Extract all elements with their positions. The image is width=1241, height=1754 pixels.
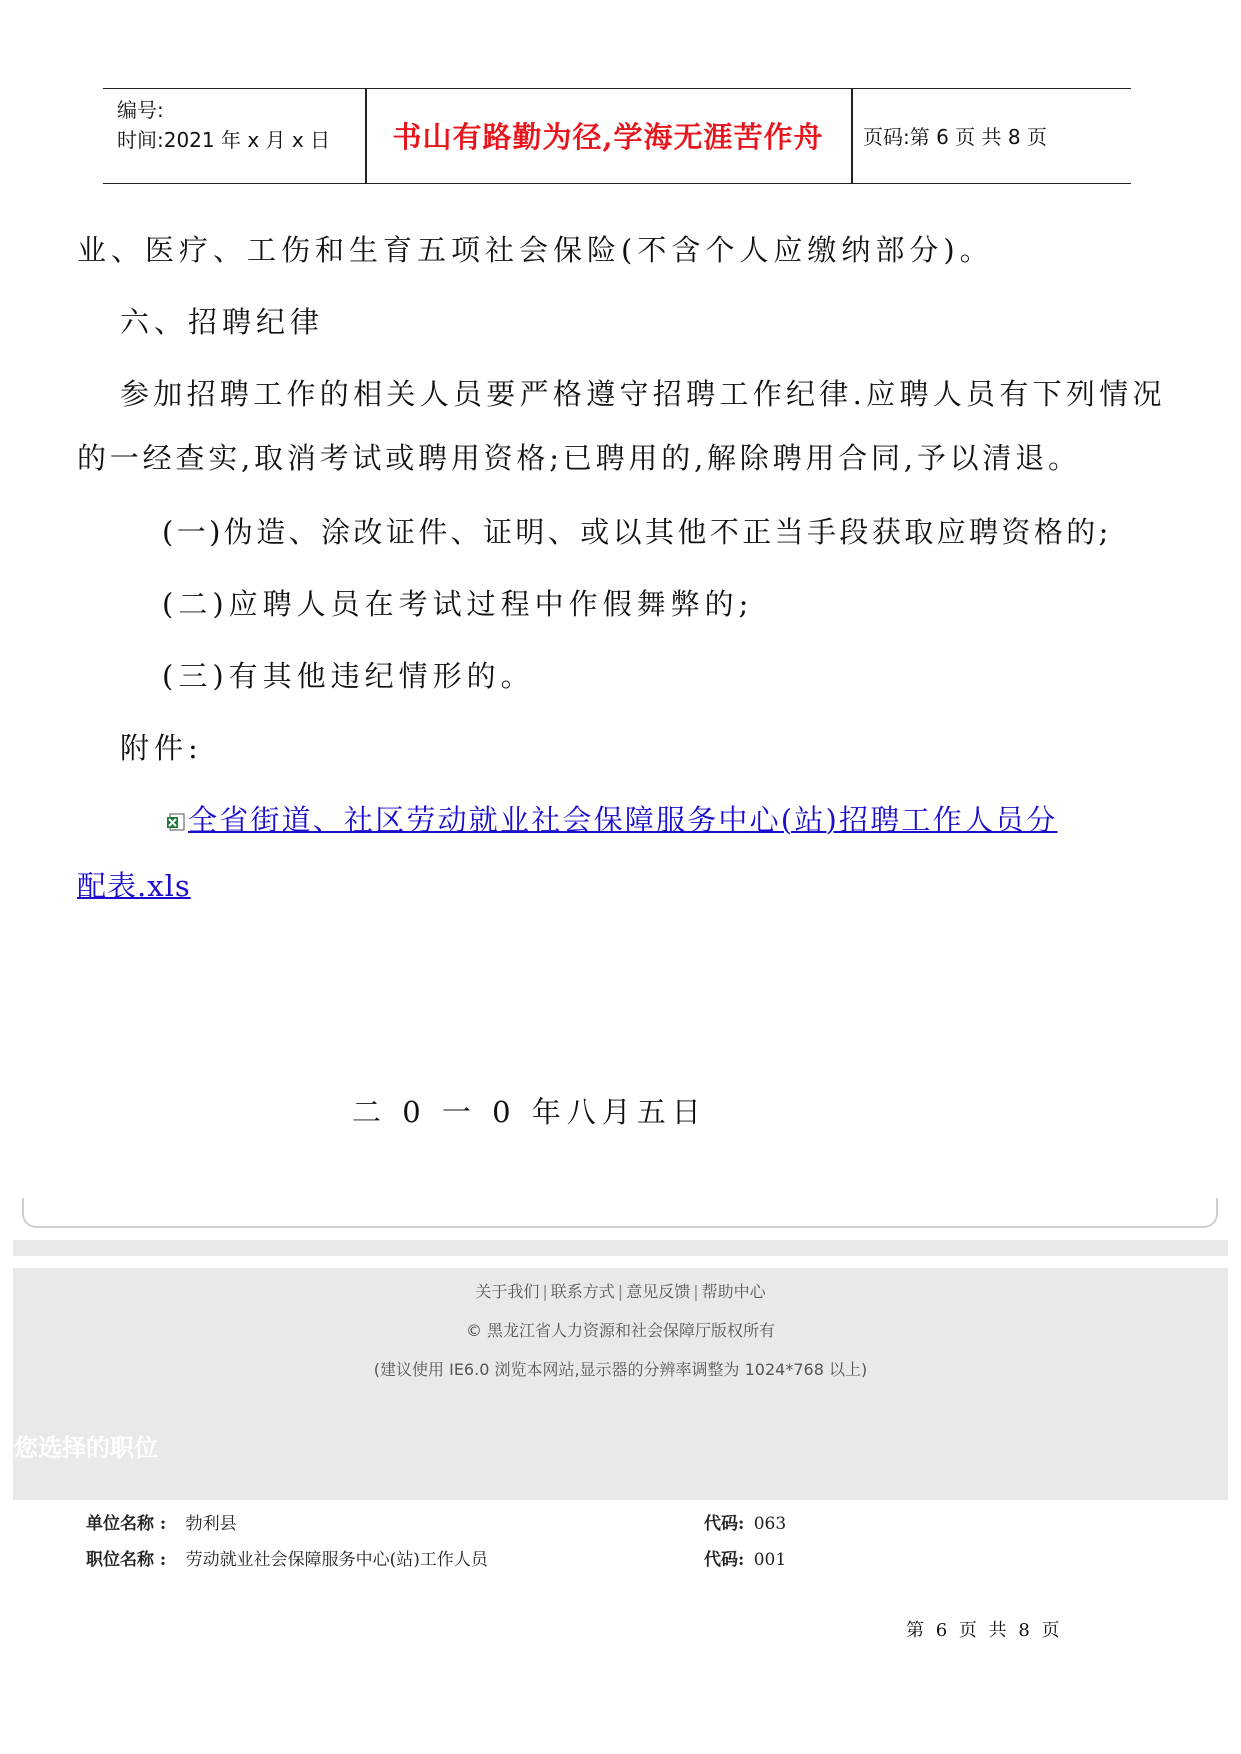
paragraph-line: 参加招聘工作的相关人员要严格遵守招聘工作纪律.应聘人员有下列情况 [120, 377, 1166, 411]
job-value: 劳动就业社会保障服务中心(站)工作人员 [185, 1550, 488, 1570]
footer-notice: (建议使用 IE6.0 浏览本网站,显示器的分辨率调整为 1024*768 以上) [373, 1360, 868, 1379]
attachment-link-continued[interactable]: 配表.xls [77, 869, 191, 903]
footer-link-contact[interactable]: 联系方式 [550, 1282, 615, 1301]
content-frame-bottom [22, 1198, 1218, 1228]
footer-links [13, 1279, 1228, 1302]
job-label: 职位名称 : [86, 1550, 167, 1570]
list-item: (二)应聘人员在考试过程中作假舞弊的; [162, 587, 754, 621]
attachment-row [166, 798, 1057, 839]
footer-link-feedback[interactable]: 意见反馈 [626, 1282, 691, 1301]
list-item: (三)有其他违纪情形的。 [162, 659, 535, 693]
footer-link-about[interactable]: 关于我们 [475, 1282, 540, 1301]
header-meta [117, 95, 330, 155]
footer-separator: | [542, 1282, 548, 1301]
footer-panel [13, 1268, 1228, 1500]
footer-copyright: © 黑龙江省人力资源和社会保障厅版权所有 [465, 1321, 776, 1340]
unit-row [86, 1509, 237, 1534]
selected-position-title: 您选择的职位 [14, 1434, 158, 1462]
unit-code-label: 代码: [704, 1514, 745, 1534]
header-motto: 书山有路勤为径,学海无涯苦作舟 [392, 120, 824, 154]
attachment-link[interactable]: 全省街道、社区劳动就业社会保障服务中心(站)招聘工作人员分 [188, 803, 1058, 837]
job-code-value: 001 [753, 1550, 787, 1570]
job-row [86, 1545, 488, 1570]
time-label: 时间:2021 年 x 月 x 日 [117, 128, 331, 152]
header-divider [851, 89, 853, 183]
body-line: 业、医疗、工伤和生育五项社会保险(不含个人应缴纳部分)。 [77, 233, 994, 267]
header-page-label: 页码:第 6 页 共 8 页 [863, 125, 1047, 149]
unit-value: 勃利县 [185, 1514, 237, 1534]
attachment-label: 附件: [120, 731, 203, 765]
unit-label: 单位名称 : [86, 1514, 167, 1534]
document-date: 二 0 一 0 年八月五日 [352, 1095, 707, 1129]
document-header [103, 88, 1131, 184]
job-code-label: 代码: [704, 1550, 745, 1570]
footer-separator: | [693, 1282, 699, 1301]
paragraph-line: 的一经查实,取消考试或聘用资格;已聘用的,解除聘用合同,予以清退。 [77, 441, 1081, 475]
excel-file-icon [166, 805, 186, 825]
page-footer: 第 6 页 共 8 页 [906, 1620, 1063, 1641]
footer-link-help[interactable]: 帮助中心 [701, 1282, 766, 1301]
number-label: 编号: [117, 98, 164, 122]
unit-code-row [704, 1509, 786, 1534]
footer-separator: | [617, 1282, 624, 1301]
section-heading: 六、招聘纪律 [120, 305, 325, 339]
unit-code-value: 063 [753, 1514, 787, 1534]
footer-stripe [13, 1240, 1228, 1256]
list-item: (一)伪造、涂改证件、证明、或以其他不正当手段获取应聘资格的; [162, 515, 1112, 549]
job-code-row [704, 1545, 786, 1570]
attachment-row-continued [77, 864, 191, 905]
